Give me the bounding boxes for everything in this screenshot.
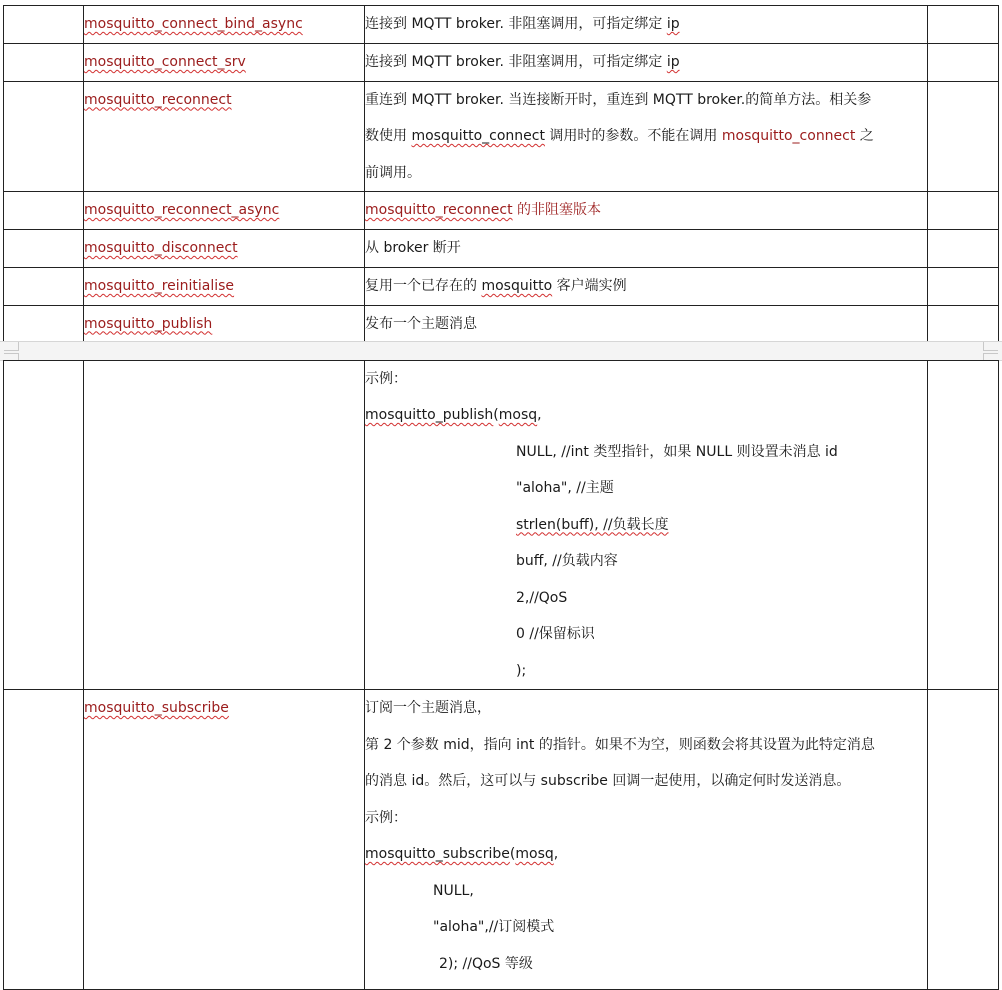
function-name: mosquitto_connect_bind_async: [84, 16, 303, 32]
description-cell: [365, 690, 928, 990]
description-text: 的非阻塞版本: [512, 202, 602, 218]
code-line: "aloha",//订阅模式: [433, 919, 555, 935]
code-text: ,: [553, 846, 559, 862]
description-text: 客户端实例: [552, 278, 627, 294]
description-text: 数使用: [365, 128, 412, 144]
code-text: (: [509, 846, 516, 862]
table-cell-blank: [928, 81, 999, 192]
function-name: mosquitto_reconnect: [84, 91, 232, 108]
table-cell-blank: [4, 361, 84, 690]
table-cell-blank: [928, 305, 999, 343]
description-cell: [365, 44, 928, 82]
table-cell-blank: [4, 192, 84, 230]
crop-mark: [4, 353, 19, 360]
code-line: 2); //QoS 等级: [439, 955, 533, 972]
description-text: ip: [666, 16, 680, 32]
function-name-cell: [84, 230, 365, 268]
api-table-top: [3, 5, 999, 343]
page-break: [0, 341, 1002, 361]
table-cell-blank: [928, 690, 999, 990]
code-line: 0 //保留标识: [516, 626, 595, 642]
code-text: (: [493, 407, 499, 423]
description-text: 的消息 id。然后，这可以与 subscribe 回调一起使用，以确定何时发送消息。: [365, 773, 851, 789]
table-row: [4, 305, 999, 343]
table-cell-blank: [928, 361, 999, 690]
table-cell-blank: [928, 6, 999, 44]
code-function: mosquitto_subscribe: [365, 846, 510, 862]
table-cell-blank: [928, 230, 999, 268]
description-cell: [365, 6, 928, 44]
code-arg: mosq: [515, 846, 554, 862]
table-cell-blank: [928, 268, 999, 306]
crop-mark: [983, 353, 998, 360]
table-row: [4, 44, 999, 82]
description-text: 从 broker 断开: [365, 240, 461, 256]
description-text: 复用一个已存在的: [365, 278, 482, 294]
description-text: 订阅一个主题消息，: [365, 700, 491, 716]
table-row: [4, 268, 999, 306]
function-name: mosquitto_publish: [84, 315, 213, 332]
code-line: NULL, //int 类型指针，如果 NULL 则设置未消息 id: [516, 443, 838, 460]
example-cell: [365, 361, 928, 690]
function-name-cell: [84, 192, 365, 230]
table-row: [4, 192, 999, 230]
table-cell-blank: [4, 305, 84, 343]
function-name: mosquitto_disconnect: [84, 240, 238, 256]
code-arg: mosq: [498, 407, 538, 423]
code-line: "aloha", //主题: [516, 480, 614, 496]
function-name: mosquitto_subscribe: [84, 700, 229, 716]
function-name-cell: [84, 44, 365, 82]
description-text: 前调用。: [365, 164, 421, 181]
example-label: 示例：: [365, 809, 407, 826]
code-line: 2,//QoS: [516, 589, 568, 606]
code-line: );: [516, 662, 527, 679]
function-name-cell: [84, 268, 365, 306]
description-text: 连接到 MQTT broker. 非阻塞调用，可指定绑定: [365, 16, 667, 32]
table-row: [4, 81, 999, 192]
code-line: NULL,: [433, 882, 474, 899]
code-text: ,: [537, 407, 542, 423]
inline-code: mosquitto_connect: [411, 128, 545, 144]
table-cell-blank: [4, 81, 84, 192]
description-cell: [365, 268, 928, 306]
function-name-cell: [84, 690, 365, 990]
table-cell-blank: [928, 44, 999, 82]
table-cell-blank: [4, 230, 84, 268]
function-name-cell: [84, 305, 365, 343]
table-row: [4, 6, 999, 44]
function-name: mosquitto_connect_srv: [84, 54, 246, 70]
crop-mark: [4, 342, 19, 351]
table-cell-blank: [4, 268, 84, 306]
table-cell-blank: [4, 6, 84, 44]
inline-code: mosquitto_connect: [721, 128, 856, 144]
description-cell: [365, 81, 928, 192]
code-line: strlen(buff), //负载长度: [516, 516, 669, 533]
function-name-cell: [84, 6, 365, 44]
table-row: [4, 230, 999, 268]
description-text: 连接到 MQTT broker. 非阻塞调用，可指定绑定: [365, 54, 667, 70]
description-text: 调用时的参数。不能在调用: [544, 128, 722, 144]
description-text: ip: [666, 54, 680, 70]
description-text: 之: [855, 128, 874, 144]
table-cell-blank: [84, 361, 365, 690]
code-line: buff, //负载内容: [516, 553, 618, 569]
function-name-cell: [84, 81, 365, 192]
table-cell-blank: [4, 44, 84, 82]
code-function: mosquitto_publish: [365, 407, 494, 423]
table-row: [4, 361, 999, 690]
description-cell: [365, 230, 928, 268]
function-name: mosquitto_reconnect_async: [84, 202, 280, 218]
example-label: 示例：: [365, 371, 407, 387]
inline-code: mosquitto_reconnect: [365, 202, 513, 218]
table-row: [4, 690, 999, 990]
inline-code: mosquitto: [481, 278, 553, 294]
function-name: mosquitto_reinitialise: [84, 278, 235, 294]
description-text: 发布一个主题消息: [365, 315, 477, 332]
description-cell: [365, 305, 928, 343]
api-table-bottom: [3, 360, 999, 990]
description-text: 第 2 个参数 mid，指向 int 的指针。如果不为空，则函数会将其设置为此特定消息: [365, 736, 875, 753]
table-cell-blank: [928, 192, 999, 230]
crop-mark: [983, 342, 998, 351]
description-cell: [365, 192, 928, 230]
table-cell-blank: [4, 690, 84, 990]
description-text: 重连到 MQTT broker. 当连接断开时，重连到 MQTT broker.的简单方法。相关参: [365, 91, 872, 108]
